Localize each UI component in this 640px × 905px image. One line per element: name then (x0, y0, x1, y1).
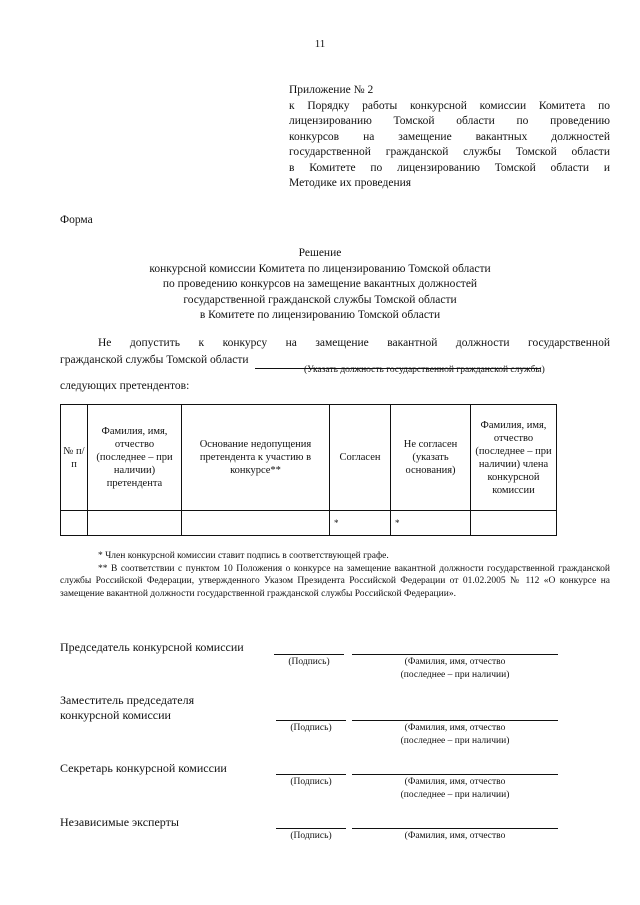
form-label: Форма (60, 214, 93, 226)
name-caption (352, 722, 558, 748)
decision-line: государственной гражданской службы Томской области (183, 293, 457, 306)
header-number: № п/п (61, 405, 88, 511)
signature-caption: (Подпись) (290, 777, 332, 787)
deputy-name-line[interactable] (352, 720, 558, 721)
signature-caption: (Подпись) (290, 723, 332, 733)
name-caption-line1: (Фамилия, имя, отчество (404, 657, 506, 667)
signature-caption: (Подпись) (288, 657, 330, 667)
cell-disagree[interactable]: * (391, 511, 471, 536)
experts-signature-line[interactable] (276, 828, 346, 829)
deputy-signature-line[interactable] (276, 720, 346, 721)
chairman-signature-line[interactable] (274, 654, 344, 655)
decision-title: Решение (298, 247, 342, 259)
appendix-line: Методике их проведения (289, 177, 412, 189)
name-caption-line1: (Фамилия, имя, отчество (404, 831, 506, 841)
decision-text-line1: Не допустить к конкурсу на замещение вакантной должности государственной (98, 337, 610, 349)
secretary-signature-line[interactable] (276, 774, 346, 775)
cell-member-name[interactable] (471, 511, 557, 536)
name-caption (352, 656, 558, 682)
cell-agree[interactable]: * (330, 511, 391, 536)
name-caption-line1: (Фамилия, имя, отчество (404, 777, 506, 787)
table-row (61, 511, 557, 536)
position-hint: (Указать должность государственной гражданской службы) (304, 365, 545, 375)
appendix-line: лицензированию Томской области по проведению (289, 115, 610, 127)
footnote-2: ** В соответствии с пунктом 10 Положения о конкурсе на замещение вакантной должности государственной гражданской службы Российской Федерации, утвержденного Указом Президента Российской Федерации от 01.02.2005 № 112 «О конкурсе на замещение вакантной должности государственной гражданской службы Российской Федерации». (60, 563, 610, 599)
name-caption-line2: (последнее – при наличии) (400, 670, 510, 680)
secretary-label: Секретарь конкурсной комиссии (60, 761, 227, 775)
decision-line: конкурсной комиссии Комитета по лицензированию Томской области (149, 262, 491, 275)
header-member-name: Фамилия, имя, отчество (последнее – при наличии) члена конкурсной комиссии (471, 405, 557, 511)
name-caption (352, 830, 558, 843)
appendix-title: Приложение № 2 (289, 84, 374, 96)
deputy-label-line2: конкурсной комиссии (60, 708, 171, 722)
appendix-line: в Комитете по лицензированию Томской области и (289, 161, 610, 174)
appendix-line: государственной гражданской службы Томской области (289, 146, 610, 158)
decision-title-block (60, 246, 580, 324)
decision-line: по проведению конкурсов на замещение вакантных должностей (162, 278, 478, 290)
footnotes (60, 550, 610, 600)
cell-candidate-name[interactable] (88, 511, 182, 536)
header-disagree: Не согласен (указать основания) (391, 405, 471, 511)
candidates-table (60, 404, 557, 536)
header-reason: Основание недопущения претендента к участию в конкурсе** (182, 405, 330, 511)
name-caption-line2: (последнее – при наличии) (400, 790, 510, 800)
name-caption-line1: (Фамилия, имя, отчество (404, 723, 506, 733)
chairman-name-line[interactable] (352, 654, 558, 655)
secretary-name-line[interactable] (352, 774, 558, 775)
cell-number[interactable] (61, 511, 88, 536)
chairman-label: Председатель конкурсной комиссии (60, 640, 244, 654)
footnote-1: * Член конкурсной комиссии ставит подпись в соответствующей графе. (98, 551, 389, 561)
signature-caption: (Подпись) (290, 831, 332, 841)
table-header-row (61, 405, 557, 511)
name-caption (352, 776, 558, 802)
deputy-label (60, 693, 194, 723)
name-caption-line2: (последнее – при наличии) (400, 736, 510, 746)
experts-name-line[interactable] (352, 828, 558, 829)
decision-line: в Комитете по лицензированию Томской области (199, 309, 441, 321)
appendix-line: к Порядку работы конкурсной комиссии Комитета по (289, 99, 610, 112)
page-number: 11 (314, 38, 326, 50)
deputy-label-line1: Заместитель председателя (60, 693, 195, 707)
appendix-line: конкурсов на замещение вакантных должностей (289, 130, 610, 143)
cell-reason[interactable] (182, 511, 330, 536)
following-candidates-label: следующих претендентов: (60, 380, 190, 392)
decision-text-line2: гражданской службы Томской области (60, 354, 249, 366)
appendix-block (289, 83, 610, 192)
header-candidate-name: Фамилия, имя, отчество (последнее – при наличии) претендента (88, 405, 182, 511)
experts-label: Независимые эксперты (60, 815, 179, 829)
header-agree: Согласен (330, 405, 391, 511)
decision-paragraph (60, 335, 610, 369)
